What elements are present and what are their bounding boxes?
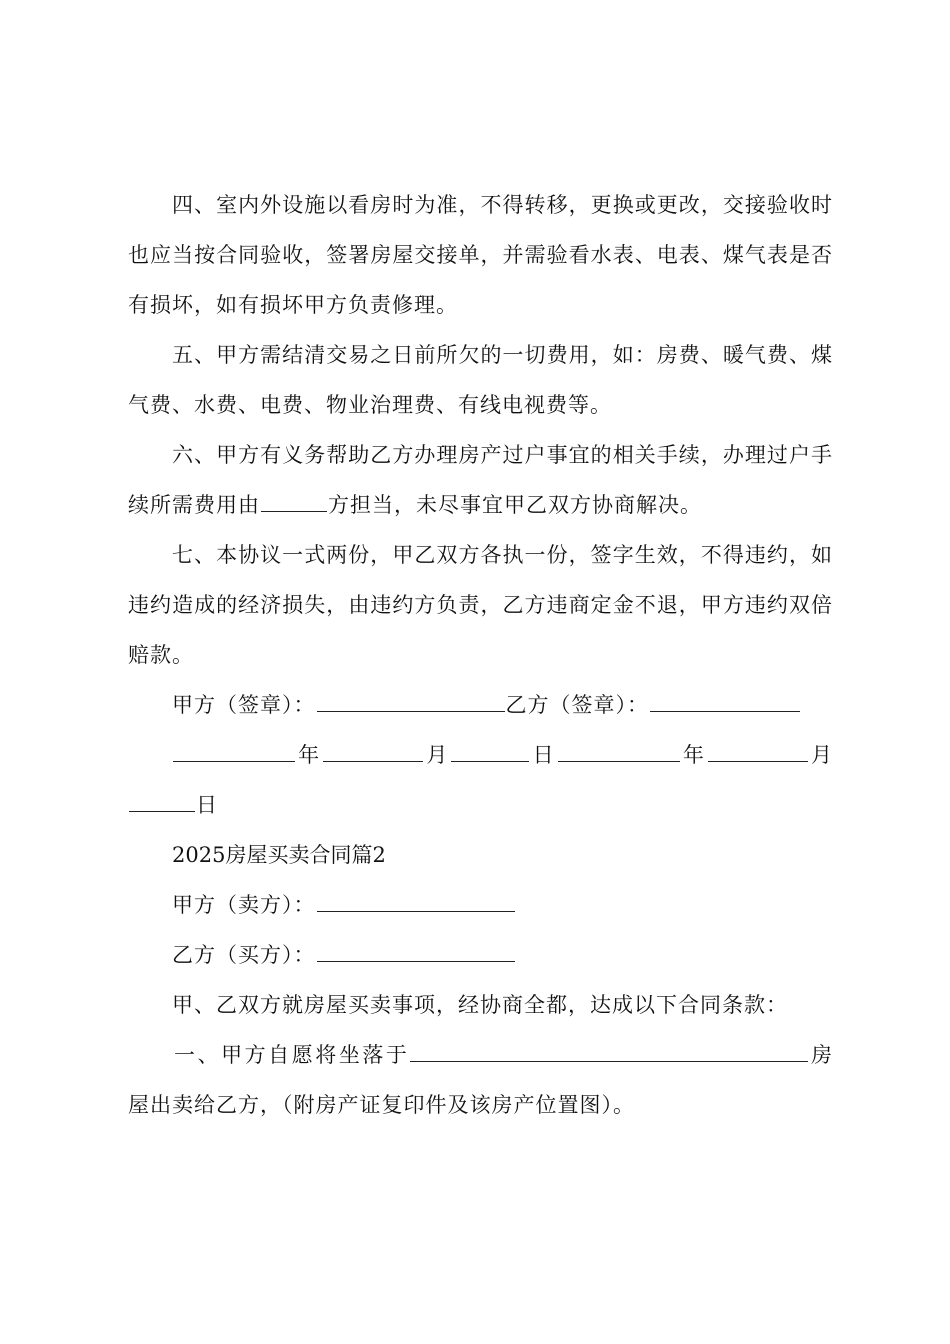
buyer-blank [317, 960, 515, 962]
fee-party-blank [261, 510, 327, 512]
buyer-line [128, 930, 833, 980]
month1-label: 月 [424, 743, 451, 767]
year1-label: 年 [296, 743, 323, 767]
section2-intro: 甲、乙双方就房屋买卖事项，经协商全都，达成以下合同条款： [172, 993, 788, 1017]
signature-line [128, 680, 833, 730]
paragraph-6-part-b: 方担当，未尽事宜甲乙双方协商解决。 [328, 493, 702, 517]
paragraph-4: 四、室内外设施以看房时为准，不得转移，更换或更改，交接验收时也应当按合同验收，签署房屋交接单，并需验看水表、电表、煤气表是否有损坏，如有损坏甲方负责修理。 [128, 193, 833, 317]
paragraph-6 [128, 430, 833, 530]
party-a-signature-blank [317, 710, 505, 712]
clause-1-part-a: 一、甲方自愿将坐落于 [174, 1043, 410, 1067]
paragraph-6-part-a: 六、甲方有义务帮助乙方办理房产过户事宜的相关手续，办理过户手续所需费用由 [128, 443, 833, 517]
clause-1 [128, 1030, 833, 1130]
month2-blank [708, 760, 808, 762]
buyer-label: 乙方（买方）： [172, 943, 316, 967]
month2-label: 月 [808, 743, 834, 767]
party-a-signature-label: 甲方（签章）： [172, 693, 316, 717]
day2-label: 日 [196, 793, 218, 817]
seller-line [128, 880, 833, 930]
date-line [128, 730, 833, 830]
document-page [128, 180, 833, 1130]
section2-title: 2025房屋买卖合同篇2 [172, 843, 386, 867]
paragraph-5: 五、甲方需结清交易之日前所欠的一切费用，如：房费、暖气费、煤气费、水费、电费、物业治理费、有线电视费等。 [128, 343, 833, 417]
property-location-blank [410, 1060, 808, 1062]
year2-label: 年 [680, 743, 707, 767]
month1-blank [323, 760, 423, 762]
day2-blank [129, 810, 195, 812]
day1-label: 日 [530, 743, 557, 767]
year1-blank [173, 760, 295, 762]
year2-blank [558, 760, 680, 762]
party-b-signature-blank-wrap [757, 710, 785, 712]
day1-blank [451, 760, 529, 762]
seller-blank [317, 910, 515, 912]
clause-1-part-b: 房屋出卖给乙方，（附房产证复印件及该房产位置图）。 [128, 1043, 834, 1117]
seller-label: 甲方（卖方）： [172, 893, 316, 917]
paragraph-7: 七、本协议一式两份，甲乙双方各执一份，签字生效，不得违约，如违约造成的经济损失，由违约方负责，乙方违商定金不退，甲方违约双倍赔款。 [128, 543, 833, 667]
party-b-signature-label: 乙方（签章）： [505, 693, 649, 717]
